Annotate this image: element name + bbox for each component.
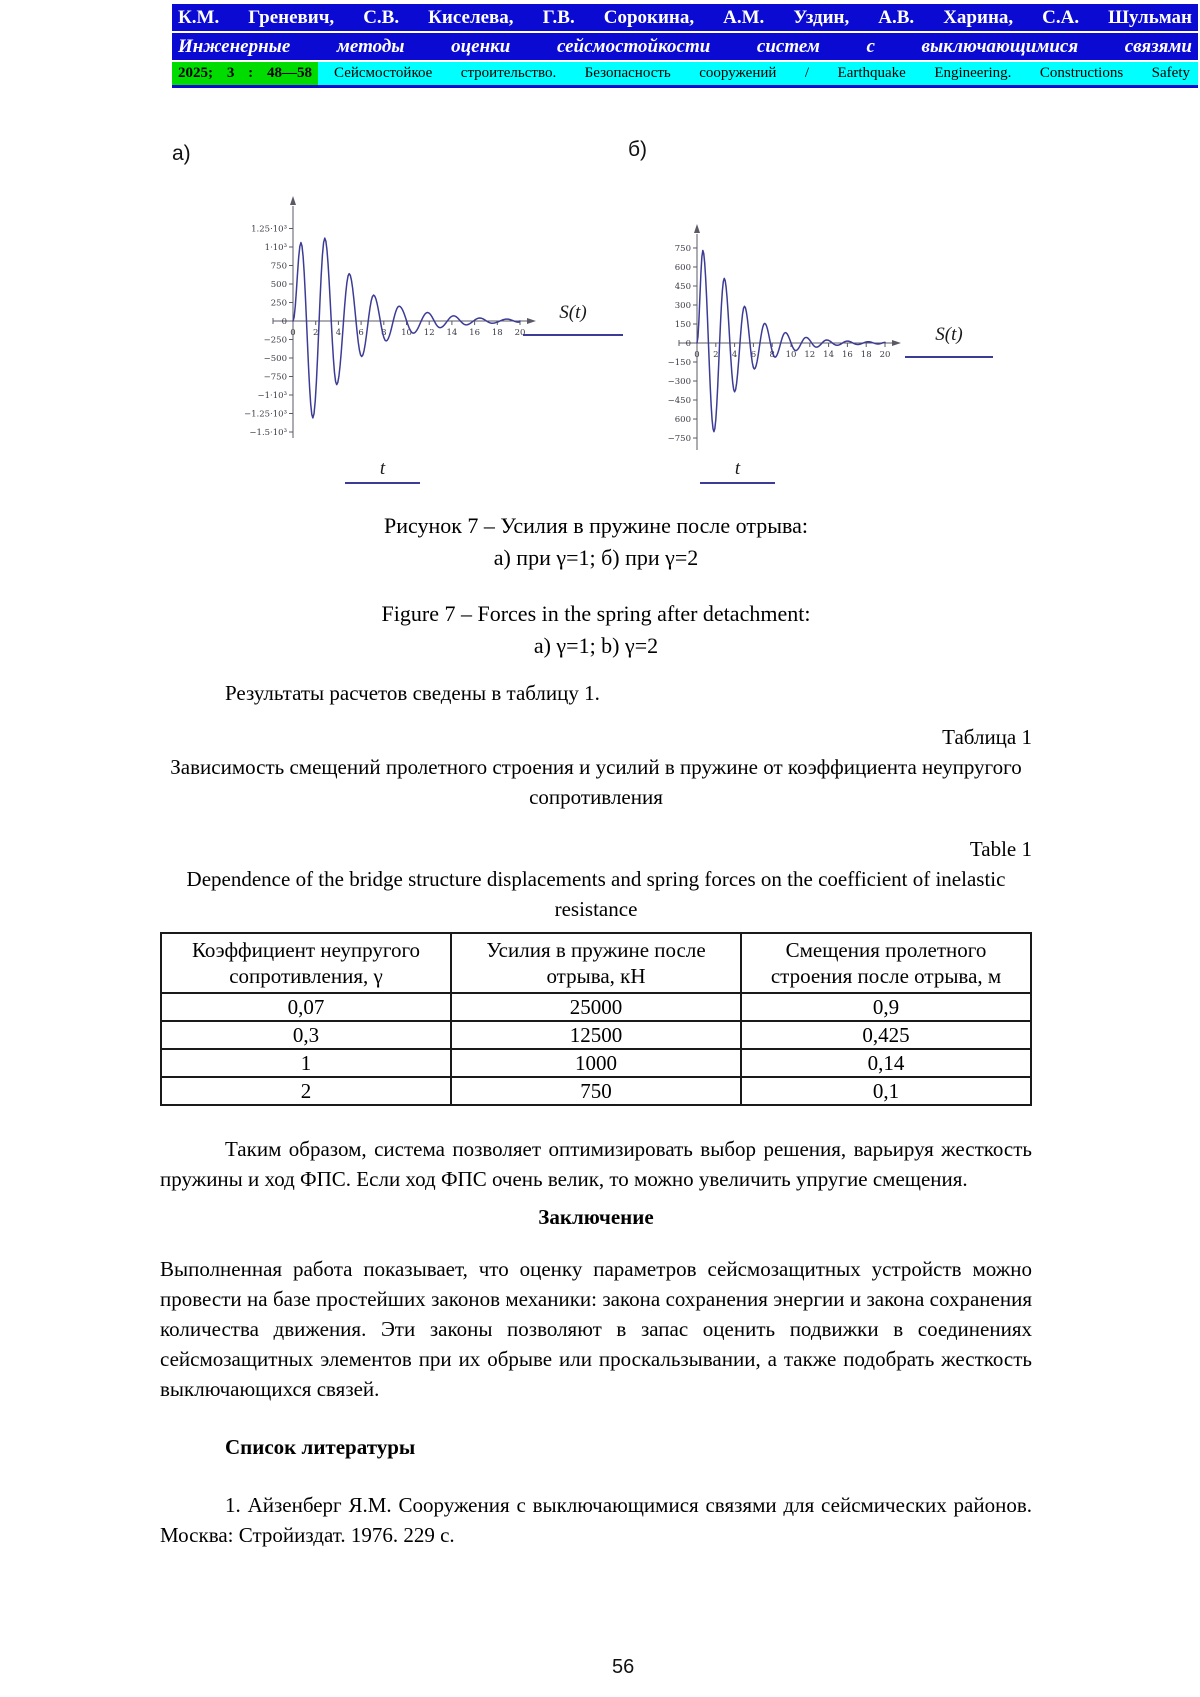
svg-text:0: 0 bbox=[281, 317, 287, 327]
paragraph-results: Результаты расчетов сведены в таблицу 1. bbox=[225, 681, 600, 705]
table-cell: 0,07 bbox=[161, 993, 451, 1021]
svg-text:−1·10³: −1·10³ bbox=[257, 391, 287, 401]
chart-a-xaxis-label: t bbox=[345, 458, 420, 484]
svg-text:14: 14 bbox=[446, 328, 458, 338]
svg-text:−150: −150 bbox=[667, 358, 691, 369]
table-label-en: Table 1 bbox=[969, 837, 1032, 861]
svg-text:12: 12 bbox=[423, 328, 435, 338]
figure-caption-en-line1: Figure 7 – Forces in the spring after detachment: bbox=[381, 601, 811, 626]
subfigure-label-b: б) bbox=[628, 138, 648, 161]
figure-caption-ru-line2: а) при γ=1; б) при γ=2 bbox=[493, 545, 699, 570]
table-cell: 1000 bbox=[451, 1049, 741, 1077]
table-cell: 1 bbox=[161, 1049, 451, 1077]
text-column bbox=[160, 510, 1032, 1550]
svg-text:20: 20 bbox=[879, 350, 891, 360]
svg-text:−450: −450 bbox=[667, 396, 691, 407]
svg-text:500: 500 bbox=[270, 280, 287, 290]
table-row bbox=[161, 1077, 1031, 1105]
svg-text:−1.5·10³: −1.5·10³ bbox=[249, 428, 287, 438]
chart-a-svg bbox=[238, 188, 548, 446]
table-caption-en: Dependence of the bridge structure displacements and spring forces on the coefficient of inelastic resistance bbox=[186, 867, 1006, 921]
journal-header bbox=[172, 4, 1198, 88]
svg-text:2: 2 bbox=[713, 350, 719, 360]
figure-caption-en-line2: a) γ=1; b) γ=2 bbox=[533, 633, 659, 658]
table-cell: 2 bbox=[161, 1077, 451, 1105]
table-row bbox=[161, 993, 1031, 1021]
table-header-cell: Коэффициент неупругого сопротивления, γ bbox=[161, 933, 451, 993]
table-header-cell: Смещения пролетного строения после отрыва, м bbox=[741, 933, 1031, 993]
svg-text:−1.25·10³: −1.25·10³ bbox=[244, 409, 287, 420]
results-table-body bbox=[161, 993, 1031, 1105]
header-bottom-rule bbox=[172, 85, 1198, 88]
svg-text:10: 10 bbox=[401, 328, 412, 338]
svg-text:0: 0 bbox=[290, 328, 296, 338]
figure-7 bbox=[0, 130, 1200, 510]
header-article-title: Инженерные методы оценки сейсмостойкости систем с выключающимися связями bbox=[172, 33, 1198, 60]
svg-text:600: 600 bbox=[674, 415, 691, 426]
svg-text:750: 750 bbox=[674, 243, 691, 254]
svg-text:20: 20 bbox=[514, 328, 526, 338]
svg-text:16: 16 bbox=[469, 328, 481, 338]
svg-text:300: 300 bbox=[674, 300, 691, 311]
table-header-cell: Усилия в пружине после отрыва, кН bbox=[451, 933, 741, 993]
heading-conclusion: Заключение bbox=[538, 1205, 654, 1229]
paragraph-conclusion: Выполненная работа показывает, что оценку параметров сейсмозащитных устройств можно провести на базе простейших законов механики: закона сохранения энергии и закона сохранения количества движения. Эти законы позволяют в запас оценить подвижки в соединениях сейсмозащитных элементов при их обрыве или проскальзывании, а также подобрать жесткость выключающихся связей. bbox=[160, 1257, 1032, 1401]
paragraph-thus: Таким образом, система позволяет оптимизировать выбор решения, варьируя жесткость пружины и ход ФПС. Если ход ФПС очень велик, то можно увеличить упругие смещения. bbox=[160, 1137, 1032, 1191]
figure-caption-ru-line1: Рисунок 7 – Усилия в пружине после отрыва: bbox=[383, 513, 809, 538]
svg-text:16: 16 bbox=[841, 350, 853, 360]
heading-references: Список литературы bbox=[225, 1435, 416, 1459]
svg-text:0: 0 bbox=[694, 350, 700, 360]
reference-1: 1. Айзенберг Я.М. Сооружения с выключающимися связями для сейсмических районов. Москва: Стройиздат. 1976. 229 с. bbox=[160, 1493, 1032, 1547]
svg-text:600: 600 bbox=[674, 262, 691, 273]
subfigure-label-a: а) bbox=[172, 142, 191, 165]
svg-text:18: 18 bbox=[491, 328, 503, 338]
figure-caption-en bbox=[160, 598, 1032, 662]
table-cell: 0,9 bbox=[741, 993, 1031, 1021]
svg-text:150: 150 bbox=[674, 319, 691, 330]
chart-b bbox=[660, 218, 905, 463]
figure-caption-ru bbox=[160, 510, 1032, 574]
svg-text:10: 10 bbox=[785, 350, 797, 360]
svg-text:−750: −750 bbox=[667, 434, 691, 445]
table-caption-ru: Зависимость смещений пролетного строения и усилий в пружине от коэффициента неупругого сопротивления bbox=[170, 755, 1022, 809]
svg-text:−500: −500 bbox=[263, 354, 287, 364]
svg-text:750: 750 bbox=[270, 261, 287, 272]
svg-text:250: 250 bbox=[270, 298, 287, 309]
svg-text:450: 450 bbox=[674, 281, 691, 292]
svg-text:18: 18 bbox=[860, 350, 872, 360]
svg-text:1.25·10³: 1.25·10³ bbox=[251, 224, 287, 235]
table-cell: 750 bbox=[451, 1077, 741, 1105]
table-header-row bbox=[161, 933, 1031, 993]
chart-b-xaxis-label: t bbox=[700, 458, 775, 484]
svg-text:8: 8 bbox=[381, 328, 387, 338]
svg-text:4: 4 bbox=[731, 350, 738, 360]
results-table-head bbox=[161, 933, 1031, 993]
svg-text:−300: −300 bbox=[667, 377, 691, 388]
table-cell: 12500 bbox=[451, 1021, 741, 1049]
svg-text:12: 12 bbox=[804, 350, 816, 360]
table-cell: 0,425 bbox=[741, 1021, 1031, 1049]
header-issue-info: 2025; 3 : 48—58 bbox=[172, 62, 318, 85]
svg-text:4: 4 bbox=[335, 328, 342, 338]
table-cell: 0,3 bbox=[161, 1021, 451, 1049]
svg-text:6: 6 bbox=[750, 350, 757, 360]
table-row bbox=[161, 1049, 1031, 1077]
header-authors: К.М. Греневич, С.В. Киселева, Г.В. Сорокина, А.М. Уздин, А.В. Харина, С.А. Шульман bbox=[172, 4, 1198, 33]
results-table bbox=[160, 932, 1032, 1106]
table-row bbox=[161, 1021, 1031, 1049]
page-number: 56 bbox=[612, 1656, 635, 1678]
table-cell: 0,1 bbox=[741, 1077, 1031, 1105]
svg-text:2: 2 bbox=[312, 328, 319, 338]
chart-b-yaxis-label: S(t) bbox=[905, 324, 993, 358]
svg-text:0: 0 bbox=[685, 339, 691, 349]
svg-text:6: 6 bbox=[358, 328, 364, 338]
header-journal-name: Сейсмостойкое строительство. Безопасность сооружений / Earthquake Engineering. Constructions Safety bbox=[318, 62, 1198, 85]
table-cell: 0,14 bbox=[741, 1049, 1031, 1077]
chart-a-yaxis-label: S(t) bbox=[523, 302, 623, 336]
header-issue-row bbox=[172, 62, 1198, 85]
svg-text:1·10³: 1·10³ bbox=[264, 243, 287, 253]
svg-text:−750: −750 bbox=[263, 372, 287, 383]
svg-text:8: 8 bbox=[769, 350, 775, 360]
chart-a bbox=[238, 188, 548, 451]
svg-text:14: 14 bbox=[823, 350, 835, 360]
chart-b-svg bbox=[660, 218, 905, 458]
table-label-ru: Таблица 1 bbox=[942, 725, 1032, 749]
table-cell: 25000 bbox=[451, 993, 741, 1021]
svg-text:−250: −250 bbox=[263, 335, 287, 346]
